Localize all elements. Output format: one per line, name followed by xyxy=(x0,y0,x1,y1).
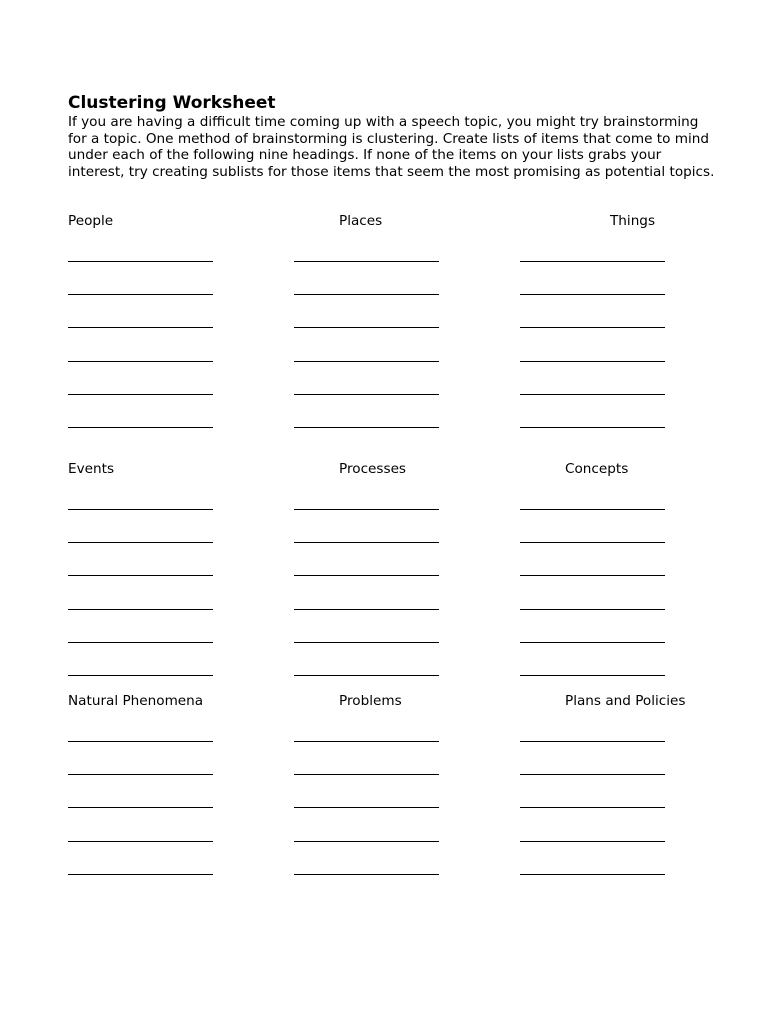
heading-events: Events xyxy=(68,461,115,477)
heading-processes: Processes xyxy=(339,461,407,477)
blank-line xyxy=(68,427,213,428)
blank-line xyxy=(520,361,665,362)
blank-line xyxy=(520,509,665,510)
blank-line xyxy=(294,394,439,395)
blank-line xyxy=(68,509,213,510)
blank-line xyxy=(520,609,665,610)
blank-line xyxy=(520,774,665,775)
blank-line xyxy=(294,542,439,543)
blank-line xyxy=(294,509,439,510)
blank-line xyxy=(68,394,213,395)
blank-line xyxy=(294,361,439,362)
page-title: Clustering Worksheet xyxy=(68,93,276,113)
blank-line xyxy=(68,575,213,576)
blank-line xyxy=(294,741,439,742)
blank-line xyxy=(520,675,665,676)
blank-line xyxy=(68,294,213,295)
blank-line xyxy=(520,874,665,875)
blank-line xyxy=(520,841,665,842)
blank-line xyxy=(294,575,439,576)
blank-line xyxy=(68,841,213,842)
blank-line xyxy=(520,807,665,808)
blank-line xyxy=(520,741,665,742)
blank-line xyxy=(294,609,439,610)
heading-people: People xyxy=(68,213,114,229)
blank-line xyxy=(68,807,213,808)
blank-line xyxy=(68,741,213,742)
blank-line xyxy=(68,874,213,875)
blank-line xyxy=(294,642,439,643)
blank-line xyxy=(294,841,439,842)
blank-line xyxy=(294,774,439,775)
heading-problems: Problems xyxy=(339,693,402,709)
blank-line xyxy=(68,542,213,543)
heading-things: Things xyxy=(610,213,656,229)
blank-line xyxy=(294,427,439,428)
blank-line xyxy=(520,642,665,643)
blank-line xyxy=(68,361,213,362)
heading-concepts: Concepts xyxy=(565,461,629,477)
heading-natural-phenomena: Natural Phenomena xyxy=(68,693,204,709)
blank-line xyxy=(520,327,665,328)
blank-line xyxy=(520,427,665,428)
heading-places: Places xyxy=(339,213,383,229)
blank-line xyxy=(294,675,439,676)
blank-line xyxy=(294,261,439,262)
blank-line xyxy=(520,542,665,543)
blank-line xyxy=(520,575,665,576)
blank-line xyxy=(520,394,665,395)
intro-paragraph: If you are having a difficult time coming up with a speech topic, you might try brainstorming for a topic. One method of brainstorming is clustering. Create lists of items that come to mind under each of the following nine headings. If none of the items on your lists grabs your interest, try creating sublists for those items that seem the most promising as potential topics. xyxy=(68,114,715,180)
blank-line xyxy=(68,675,213,676)
blank-line xyxy=(294,294,439,295)
blank-line xyxy=(68,261,213,262)
blank-line xyxy=(68,642,213,643)
blank-line xyxy=(294,874,439,875)
blank-line xyxy=(68,774,213,775)
blank-line xyxy=(520,294,665,295)
blank-line xyxy=(68,327,213,328)
blank-line xyxy=(294,327,439,328)
blank-line xyxy=(68,609,213,610)
blank-line xyxy=(520,261,665,262)
blank-line xyxy=(294,807,439,808)
heading-plans-and-policies: Plans and Policies xyxy=(565,693,686,709)
